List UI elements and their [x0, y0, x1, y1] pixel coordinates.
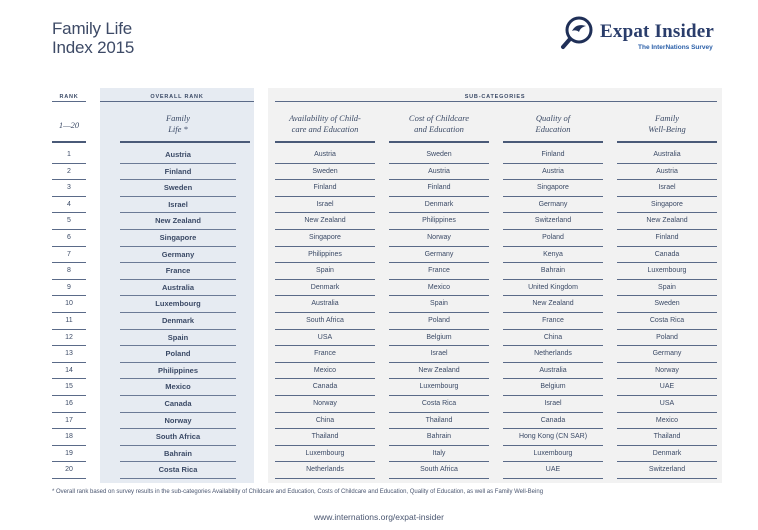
overall-rank-country: Austria	[120, 147, 236, 164]
quality-country: Kenya	[503, 247, 603, 264]
logo-subtitle: The InterNations Survey	[638, 44, 713, 51]
wellbeing-country: Finland	[617, 230, 717, 247]
quality-country: Finland	[503, 147, 603, 164]
rank-number: 19	[52, 446, 86, 463]
cost-country: Costa Rica	[389, 396, 489, 413]
wellbeing-country: Canada	[617, 247, 717, 264]
title-line-1: Family Life	[52, 19, 132, 38]
availability-country: Austria	[275, 147, 375, 164]
availability-country: Norway	[275, 396, 375, 413]
rank-number: 9	[52, 280, 86, 297]
availability-country: USA	[275, 330, 375, 347]
availability-country: South Africa	[275, 313, 375, 330]
availability-country: Finland	[275, 180, 375, 197]
cost-country: Israel	[389, 346, 489, 363]
overall-rank-country: Bahrain	[120, 446, 236, 463]
cost-country: Mexico	[389, 280, 489, 297]
cost-divider	[389, 141, 489, 143]
quality-country: Hong Kong (CN SAR)	[503, 429, 603, 446]
cost-country: Denmark	[389, 197, 489, 214]
overall-rank-country: Philippines	[120, 363, 236, 380]
wellbeing-country: Australia	[617, 147, 717, 164]
quality-country: Luxembourg	[503, 446, 603, 463]
availability-country: Sweden	[275, 164, 375, 181]
wellbeing-heading-line-1: Family	[654, 113, 680, 123]
overall-rank-country: Singapore	[120, 230, 236, 247]
wellbeing-country: Sweden	[617, 296, 717, 313]
quality-country: United Kingdom	[503, 280, 603, 297]
availability-country: Luxembourg	[275, 446, 375, 463]
availability-country: China	[275, 413, 375, 430]
availability-country: Denmark	[275, 280, 375, 297]
cost-country: Philippines	[389, 213, 489, 230]
availability-country: France	[275, 346, 375, 363]
cost-country: Spain	[389, 296, 489, 313]
overall-rank-country: Denmark	[120, 313, 236, 330]
availability-divider	[275, 141, 375, 143]
quality-country: Israel	[503, 396, 603, 413]
expat-insider-logo	[560, 15, 730, 55]
source-url: www.internations.org/expat-insider	[314, 512, 444, 522]
overall-rank-country: Spain	[120, 330, 236, 347]
quality-country: Switzerland	[503, 213, 603, 230]
wellbeing-country: New Zealand	[617, 213, 717, 230]
family-life-divider	[120, 141, 250, 143]
family-life-heading-line-2: Life *	[168, 124, 188, 134]
rank-header-line	[52, 101, 86, 102]
wellbeing-country: Norway	[617, 363, 717, 380]
wellbeing-country: Luxembourg	[617, 263, 717, 280]
rank-number: 11	[52, 313, 86, 330]
quality-country: Poland	[503, 230, 603, 247]
rank-number: 5	[52, 213, 86, 230]
rank-number: 17	[52, 413, 86, 430]
rank-number: 10	[52, 296, 86, 313]
range-divider	[52, 141, 86, 143]
availability-country: Netherlands	[275, 462, 375, 479]
availability-heading	[275, 113, 375, 135]
quality-country: Austria	[503, 164, 603, 181]
overall-rank-country: Canada	[120, 396, 236, 413]
cost-country: Finland	[389, 180, 489, 197]
cost-country: Belgium	[389, 330, 489, 347]
sub-categories-header: SUB-CATEGORIES	[464, 94, 526, 100]
overall-rank-header: OVERALL RANK	[150, 94, 204, 100]
rank-number: 15	[52, 379, 86, 396]
rank-number: 4	[52, 197, 86, 214]
cost-country: Germany	[389, 247, 489, 264]
quality-country: New Zealand	[503, 296, 603, 313]
cost-country: Sweden	[389, 147, 489, 164]
cost-country: New Zealand	[389, 363, 489, 380]
rank-number: 8	[52, 263, 86, 280]
rank-number: 7	[52, 247, 86, 264]
title-line-2: Index 2015	[52, 38, 135, 57]
quality-heading-line-1: Quality of	[535, 113, 571, 123]
availability-country: Australia	[275, 296, 375, 313]
overall-rank-country: Finland	[120, 164, 236, 181]
overall-rank-country: Norway	[120, 413, 236, 430]
availability-country: Thailand	[275, 429, 375, 446]
cost-country: Luxembourg	[389, 379, 489, 396]
overall-rank-country: Sweden	[120, 180, 236, 197]
availability-country: Canada	[275, 379, 375, 396]
cost-country: France	[389, 263, 489, 280]
wellbeing-country: Germany	[617, 346, 717, 363]
wellbeing-country: Switzerland	[617, 462, 717, 479]
cost-country: Thailand	[389, 413, 489, 430]
rank-number: 13	[52, 346, 86, 363]
rank-number: 3	[52, 180, 86, 197]
cost-country: Austria	[389, 164, 489, 181]
quality-country: Germany	[503, 197, 603, 214]
quality-country: Singapore	[503, 180, 603, 197]
wellbeing-country: Spain	[617, 280, 717, 297]
cost-country: Italy	[389, 446, 489, 463]
wellbeing-country: Israel	[617, 180, 717, 197]
cost-country: Poland	[389, 313, 489, 330]
footnote: * Overall rank based on survey results in the sub-categories Availability of Childcare and Education, Costs of Childcare and Education, Quality of Education, as well as Family Well-Being	[52, 489, 544, 495]
rank-number: 1	[52, 147, 86, 164]
wellbeing-country: Poland	[617, 330, 717, 347]
rank-number: 6	[52, 230, 86, 247]
availability-heading-line-2: care and Education	[291, 124, 359, 134]
wellbeing-divider	[617, 141, 717, 143]
quality-country: UAE	[503, 462, 603, 479]
overall-rank-country: Luxembourg	[120, 296, 236, 313]
cost-heading-line-1: Cost of Childcare	[408, 113, 470, 123]
wellbeing-heading-line-2: Well-Being	[648, 124, 686, 134]
family-life-heading	[120, 113, 236, 135]
overall-rank-country: Germany	[120, 247, 236, 264]
rank-number: 14	[52, 363, 86, 380]
wellbeing-country: Costa Rica	[617, 313, 717, 330]
wellbeing-heading	[617, 113, 717, 135]
availability-country: Israel	[275, 197, 375, 214]
quality-country: China	[503, 330, 603, 347]
rank-number: 16	[52, 396, 86, 413]
overall-rank-country: Mexico	[120, 379, 236, 396]
sub-categories-header-line	[275, 101, 717, 102]
availability-heading-line-1: Availability of Child-	[289, 113, 361, 123]
availability-country: Philippines	[275, 247, 375, 264]
rank-number: 18	[52, 429, 86, 446]
rank-header: RANK	[59, 94, 79, 100]
magnifier-bird-icon	[560, 15, 596, 51]
availability-country: Mexico	[275, 363, 375, 380]
overall-rank-country: Israel	[120, 197, 236, 214]
cost-heading-line-2: and Education	[414, 124, 464, 134]
overall-rank-country: Australia	[120, 280, 236, 297]
quality-country: Canada	[503, 413, 603, 430]
cost-heading	[389, 113, 489, 135]
overall-rank-header-line	[100, 101, 254, 102]
cost-country: South Africa	[389, 462, 489, 479]
cost-country: Norway	[389, 230, 489, 247]
overall-rank-country: France	[120, 263, 236, 280]
overall-rank-country: Poland	[120, 346, 236, 363]
overall-rank-country: New Zealand	[120, 213, 236, 230]
wellbeing-country: Singapore	[617, 197, 717, 214]
availability-country: Spain	[275, 263, 375, 280]
wellbeing-country: UAE	[617, 379, 717, 396]
quality-country: Belgium	[503, 379, 603, 396]
wellbeing-country: USA	[617, 396, 717, 413]
cost-country: Bahrain	[389, 429, 489, 446]
quality-country: Bahrain	[503, 263, 603, 280]
wellbeing-country: Thailand	[617, 429, 717, 446]
quality-divider	[503, 141, 603, 143]
overall-rank-country: Costa Rica	[120, 462, 236, 479]
quality-country: France	[503, 313, 603, 330]
range-label: 1—20	[58, 120, 80, 130]
family-life-heading-line-1: Family	[165, 113, 191, 123]
availability-country: New Zealand	[275, 213, 375, 230]
overall-rank-country: South Africa	[120, 429, 236, 446]
quality-country: Australia	[503, 363, 603, 380]
quality-country: Netherlands	[503, 346, 603, 363]
page-title	[52, 19, 134, 57]
rank-number: 2	[52, 164, 86, 181]
rank-number: 12	[52, 330, 86, 347]
wellbeing-country: Mexico	[617, 413, 717, 430]
logo-name: Expat Insider	[600, 21, 714, 42]
wellbeing-country: Denmark	[617, 446, 717, 463]
wellbeing-country: Austria	[617, 164, 717, 181]
quality-heading	[503, 113, 603, 135]
rank-number: 20	[52, 462, 86, 479]
quality-heading-line-2: Education	[535, 124, 571, 134]
availability-country: Singapore	[275, 230, 375, 247]
